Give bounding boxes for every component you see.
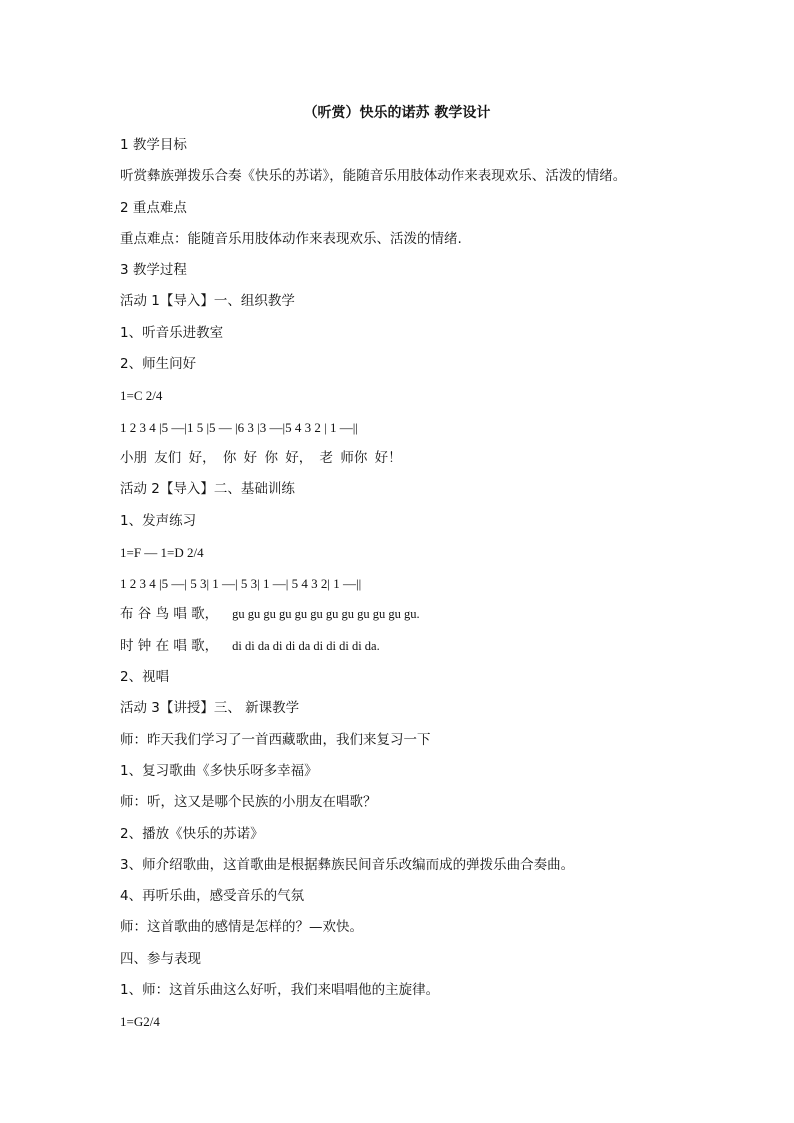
line-text: 师：听，这又是哪个民族的小朋友在唱歌？ bbox=[120, 794, 377, 811]
line-notation-1 bbox=[120, 412, 700, 443]
line-text: 1=G2/4 bbox=[120, 1014, 160, 1030]
line-heading-3 bbox=[120, 255, 700, 286]
line-text: 活动 3【讲授】三、 新课教学 bbox=[120, 700, 300, 717]
line-text: 3 教学过程 bbox=[120, 262, 187, 279]
line-teacher-1 bbox=[120, 725, 700, 756]
line-teacher-2 bbox=[120, 787, 700, 818]
line-text: 1=F — 1=D 2/4 bbox=[120, 544, 204, 560]
line-text: 布 谷 鸟 唱 歌， bbox=[120, 606, 219, 623]
line-syllables: di di da di di da di di di di da. bbox=[232, 638, 380, 653]
line-activity-3 bbox=[120, 693, 700, 724]
line-activity-2 bbox=[120, 474, 700, 505]
line-text: 1 教学目标 bbox=[120, 137, 187, 153]
line-text: 1 2 3 4 |5 —|1 5 |5 — |6 3 |3 —|5 4 3 2 | 1 —|| bbox=[120, 419, 358, 435]
line-text: 2 重点难点 bbox=[120, 199, 187, 216]
line-text: 听赏彝族弹拨乐合奏《快乐的苏诺》，能随音乐用肢体动作来表现欢乐、活泼的情绪。 bbox=[120, 168, 627, 185]
line-text: 2、师生问好 bbox=[120, 356, 197, 373]
line-text: 4、再听乐曲，感受音乐的气氛 bbox=[120, 888, 305, 905]
document-title: （听赏）快乐的诺苏 教学设计 bbox=[303, 105, 491, 121]
line-text: 活动 2【导入】二、基础训练 bbox=[120, 481, 295, 498]
line-text: 活动 1【导入】一、组织教学 bbox=[120, 293, 295, 310]
line-heading-1 bbox=[120, 130, 700, 161]
line-text: 2、播放《快乐的苏诺》 bbox=[120, 825, 264, 842]
line-text: 1 2 3 4 |5 —| 5 3| 1 —| 5 3| 1 —| 5 4 3 2| 1 —|| bbox=[120, 576, 362, 592]
line-step-1 bbox=[120, 318, 700, 349]
line-text: 3、师介绍歌曲，这首歌曲是根据彝族民间音乐改编而成的弹拨乐曲合奏曲。 bbox=[120, 856, 575, 873]
line-key-sig-3 bbox=[120, 1006, 700, 1037]
line-activity-1 bbox=[120, 286, 700, 317]
line-step-6 bbox=[120, 819, 700, 850]
line-text: 1、复习歌曲《多快乐呀多幸福》 bbox=[120, 762, 318, 779]
line-lyrics-2 bbox=[120, 599, 700, 630]
line-text: 师：昨天我们学习了一首西藏歌曲，我们来复习一下 bbox=[120, 731, 431, 748]
line-key-points bbox=[120, 224, 700, 255]
line-key-sig-1 bbox=[120, 380, 700, 411]
line-teacher-3 bbox=[120, 912, 700, 943]
line-step-8 bbox=[120, 881, 700, 912]
line-key-sig-2 bbox=[120, 537, 700, 568]
line-text: 1=C 2/4 bbox=[120, 388, 163, 404]
line-goal bbox=[120, 161, 700, 192]
line-step-2 bbox=[120, 349, 700, 380]
line-step-5 bbox=[120, 756, 700, 787]
line-notation-2 bbox=[120, 568, 700, 599]
line-syllables: gu gu gu gu gu gu gu gu gu gu gu gu. bbox=[232, 607, 420, 622]
line-section-4 bbox=[120, 944, 700, 975]
line-text: 1、听音乐进教室 bbox=[120, 324, 224, 341]
line-text: 1、发声练习 bbox=[120, 512, 197, 529]
line-step-9 bbox=[120, 975, 700, 1006]
line-step-3 bbox=[120, 506, 700, 537]
line-step-4 bbox=[120, 662, 700, 693]
line-lyrics-1 bbox=[120, 443, 700, 474]
line-text: 师：这首歌曲的感情是怎样的？—欢快。 bbox=[120, 919, 363, 936]
line-text: 重点难点：能随音乐用肢体动作来表现欢乐、活泼的情绪. bbox=[120, 230, 462, 247]
line-step-7 bbox=[120, 850, 700, 881]
line-text: 四、参与表现 bbox=[120, 950, 201, 967]
line-text: 时 钟 在 唱 歌， bbox=[120, 637, 219, 654]
line-text: 2、视唱 bbox=[120, 669, 170, 686]
line-lyrics-3 bbox=[120, 631, 700, 662]
line-text: 小朋 友们 好， 你 好 你 好， 老 师你 好！ bbox=[120, 449, 402, 466]
line-heading-2 bbox=[120, 193, 700, 224]
document-body bbox=[120, 130, 700, 1038]
line-text: 1、师：这首乐曲这么好听，我们来唱唱他的主旋律。 bbox=[120, 982, 440, 999]
